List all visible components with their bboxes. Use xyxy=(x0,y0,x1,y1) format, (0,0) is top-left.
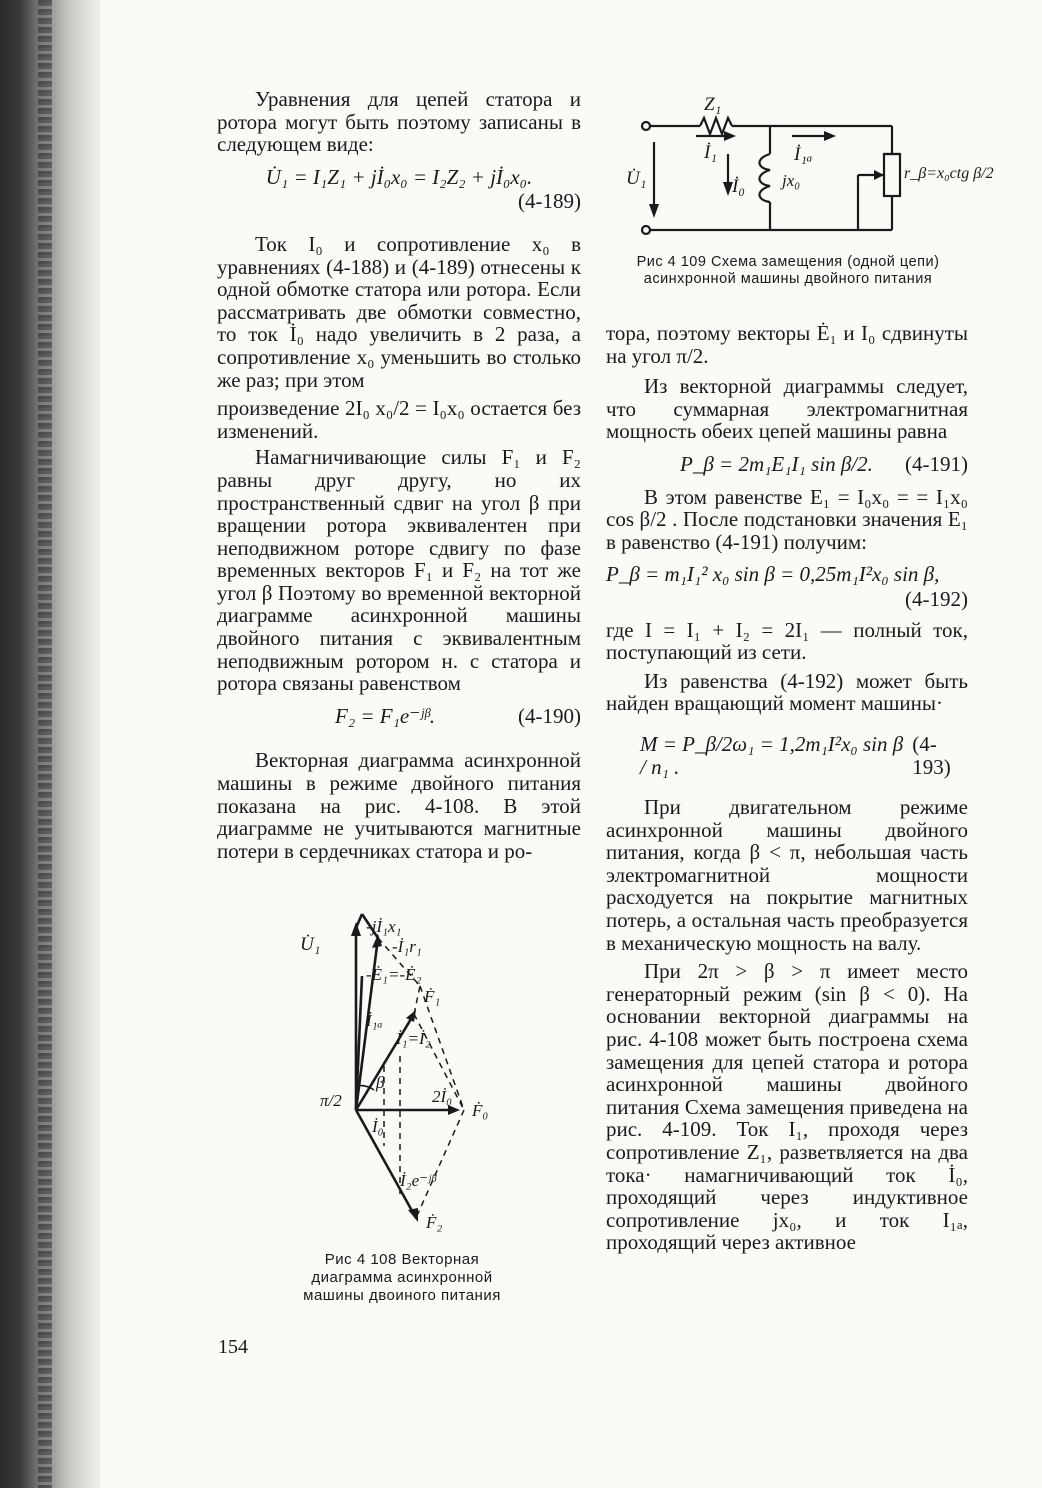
equation-4-193: M = P_β/2ω₁ = 1,2m₁I²x₀ sin β / n₁ . xyxy=(640,731,904,779)
figure-4-109-circuit xyxy=(626,94,994,244)
fig108-label-u1: U̇₁ xyxy=(300,934,321,955)
fig108-label-I1I2: İ₁=İ₂ xyxy=(396,1029,431,1048)
figure-4-108-caption: Рис 4 108 Векторная диаграмма асинхронной машины двоиного питания xyxy=(303,1251,501,1304)
equation-4-189: U̇₁ = I₁Z₁ + jİ₀x₀ = I₂Z₂ + jİ₀x₀. xyxy=(265,164,533,189)
equation-4-192: P_β = m₁I₁² x₀ sin β = 0,25m₁I²x₀ sin β, xyxy=(606,562,940,587)
right-paragraph-3: В этом равенстве E₁ = I₀x₀ = = I₁x₀ cos β/2 . После подстановки значения E₁ в равенство (4-191) получим: xyxy=(606,484,968,554)
page-number: 154 xyxy=(218,1336,248,1358)
right-paragraph-2: Из векторной диаграммы следует, что суммарная электромагнитная мощность обеих цепей машины равна xyxy=(606,374,968,444)
equation-4-190-number: (4-190) xyxy=(518,703,581,728)
left-column xyxy=(217,88,581,862)
label-r-beta: r_β=x₀ctg β/2 xyxy=(904,165,994,182)
fig108-label-I1a: İ₁ₐ xyxy=(366,1011,383,1030)
right-paragraph-4: где I = I₁ + I₂ = 2I₁ — полный ток, поступающий из сети. xyxy=(606,617,968,665)
label-i0: İ₀ xyxy=(732,176,745,197)
left-paragraph-4: Векторная диаграмма асинхронной машины в режиме двойного питания показана на рис. 4-108. В этой диаграмме не учитываются магнитные потери в сердечниках статора и ро- xyxy=(217,748,581,863)
right-paragraph-1: тора, поэтому векторы Ė₁ и I₀ сдвинуты на угол π/2. xyxy=(606,321,968,368)
fig108-label-I2e: İ₂e⁻ʲᵝ xyxy=(400,1171,436,1190)
right-paragraph-7: При 2π > β > π имеет место генераторный режим (sin β < 0). На основании векторной диаграммы на рис. 4-108 может быть построена схема замещения для цепей статора и ротора асинхронной машины двойного питания Схема замещения приведена на рис. 4-109. Ток I₁, проходя через сопротивление Z₁, разветвляется на два тока· намагничивающий ток İ₀, проходящий через индуктивное сопротивление jx₀, и ток I₁ₐ, проходящий через активное xyxy=(606,959,968,1255)
fig108-label-F1: Ḟ₁ xyxy=(424,987,441,1006)
right-column xyxy=(606,322,968,1254)
fig108-label-pi2: π/2 xyxy=(320,1091,342,1110)
fig108-label-I1r1: -İ₁r₁ xyxy=(392,937,422,956)
equation-4-191-number: (4-191) xyxy=(905,451,968,476)
label-jx0: jx₀ xyxy=(782,171,801,190)
left-paragraph-3: Намагничивающие силы F₁ и F₂ равны друг другу, но их пространственный сдвиг на угол β при вращении ротора эквивалентен при неподвижном роторе сдвигу по фазе временных векторов F₁ и F₂ на тот же угол β Поэтому во временной векторной диаграмме асинхронной машины двойного питания с эквивалентным неподвижным ротором н. с статора и ротора связаны равенством xyxy=(217,445,581,696)
fig108-label-I0: İ₀ xyxy=(372,1117,384,1136)
right-paragraph-6: При двигательном режиме асинхронной машины двойного питания, когда β < π, небольшая часть электромагнитной мощности расходуется на покрытие магнитных потерь, а остальная часть преобразуется в механическую мощность на валу. xyxy=(606,795,968,955)
equation-4-193-row xyxy=(606,733,968,778)
equation-4-190-row xyxy=(217,705,581,728)
fig108-label-E1E2: -Ė₁=-Ė₂ xyxy=(366,965,422,984)
left-paragraph-2b: произведение 2I₀ x₀/2 = I₀x₀ остается без изменений. xyxy=(217,396,581,443)
fig108-label-beta: β xyxy=(376,1073,385,1092)
equation-4-190: F₂ = F₁e⁻ʲᵝ. xyxy=(335,703,436,728)
label-z1: Z₁ xyxy=(704,94,722,115)
figure-4-108-vector-diagram xyxy=(300,906,510,1236)
equation-4-191: P_β = 2m₁E₁I₁ sin β/2. xyxy=(680,451,873,476)
label-i1a: İ₁ₐ xyxy=(794,144,813,165)
equation-4-189-number: (4-189) xyxy=(518,189,581,214)
label-i1: İ₁ xyxy=(704,142,717,163)
fig108-label-jI1x1: -jİ₁x₁ xyxy=(366,917,402,936)
label-u1: U̇₁ xyxy=(626,168,647,189)
equation-4-193-number: (4-193) xyxy=(912,731,951,779)
left-paragraph-2: Ток I₀ и сопротивление x₀ в уравнениях (4-188) и (4-189) отнесены к одной обмотке статора или ротора. Если рассматривать две обмотки совместно, то ток İ₀ надо увеличить в 2 раза, а сопротивление x₀ уменьшить во столько же раз; при этом xyxy=(217,231,581,392)
left-paragraph-1: Уравнения для цепей статора и ротора могут быть поэтому записаны в следующем виде: xyxy=(217,87,581,157)
equation-4-192-number: (4-192) xyxy=(905,586,968,611)
book-spine-shadow xyxy=(0,0,100,1488)
fig108-label-F2: Ḟ₂ xyxy=(426,1213,443,1232)
right-paragraph-5: Из равенства (4-192) может быть найден вращающий момент машины· xyxy=(606,668,968,716)
equation-4-191-row xyxy=(606,453,968,476)
figure-4-109-caption: Рис 4 109 Схема замещения (одной цепи) асинхронной машины двойного питания xyxy=(636,254,940,287)
fig108-label-F0: Ḟ₀ xyxy=(472,1101,489,1120)
fig108-label-2I0: 2İ₀ xyxy=(432,1087,453,1106)
